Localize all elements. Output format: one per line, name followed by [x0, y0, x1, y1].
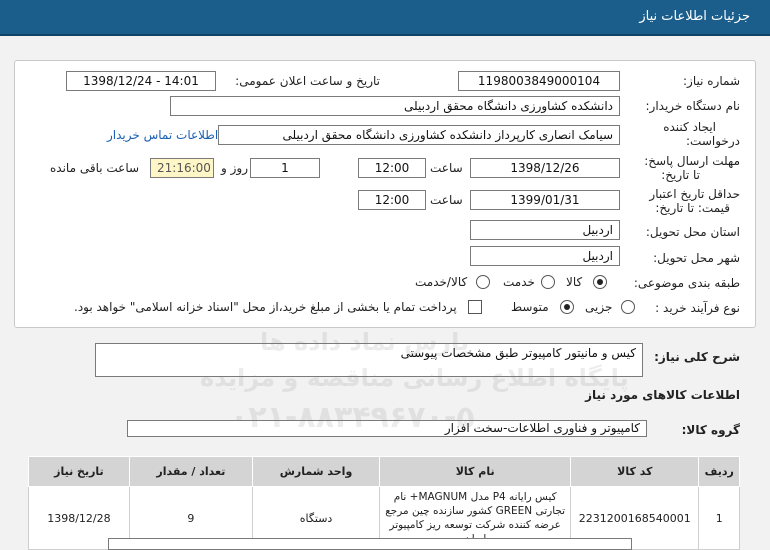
cell-name: کیس رایانه P4 مدل MAGNUM+ نام تجارتی GREEN کشور سازنده چین مرجع عرضه کننده شرکت توسعه ریز کامپیوتر [380, 487, 571, 550]
validity-label-1: حداقل تاریخ اعتبار [649, 187, 740, 201]
validity-time-label: ساعت [430, 193, 463, 207]
cell-qty: 9 [129, 487, 252, 550]
announce-date-label: تاریخ و ساعت اعلان عمومی: [235, 74, 380, 88]
process-option-minor: جزیی [585, 300, 613, 314]
col-date: تاریخ نیاز [29, 457, 130, 487]
buyer-contact-link[interactable]: اطلاعات تماس خریدار [107, 128, 219, 142]
need-number-field: 1198003849000104 [458, 71, 620, 91]
category-option-goods: کالا [566, 275, 583, 289]
remaining-time-label: ساعت باقی مانده [50, 161, 140, 175]
city-label: شهر محل تحویل: [653, 251, 740, 265]
col-code: کد کالا [571, 457, 699, 487]
col-qty: تعداد / مقدار [129, 457, 252, 487]
process-option-medium: متوسط [511, 300, 549, 314]
category-radio-both[interactable] [476, 275, 490, 289]
col-unit: واحد شمارش [252, 457, 379, 487]
table-header-row [29, 457, 740, 487]
watermark-line-1: پارس نماد داده ها [260, 328, 470, 356]
cell-row: 1 [699, 487, 740, 550]
province-label: استان محل تحویل: [645, 225, 740, 239]
creator-field: سیامک انصاری کارپرداز دانشکده کشاورزی دانشگاه محقق اردبیلی [218, 125, 620, 145]
category-label: طبقه بندی موضوعی: [633, 276, 740, 290]
send-time-label: ساعت [430, 161, 463, 175]
send-deadline-label-1: مهلت ارسال پاسخ: [644, 154, 740, 168]
creator-label-1: ایجاد کننده [663, 120, 716, 134]
cell-unit: دستگاه [252, 487, 379, 550]
process-radio-minor[interactable] [621, 300, 635, 314]
bottom-partial-box [108, 538, 632, 550]
city-field: اردبیل [470, 246, 620, 266]
cell-date: 1398/12/28 [29, 487, 130, 550]
page-title: جزئیات اطلاعات نیاز [639, 9, 750, 24]
process-radio-medium[interactable] [560, 300, 574, 314]
validity-date-field: 1399/01/31 [470, 190, 620, 210]
send-time-field: 12:00 [358, 158, 426, 178]
watermark-line-2: پایگاه اطلاع رسانی مناقصه و مزایده [200, 364, 629, 392]
creator-label-2: درخواست: [686, 134, 740, 148]
goods-group-label: گروه کالا: [681, 423, 740, 437]
goods-table [28, 456, 740, 550]
goods-section-title: اطلاعات کالاهای مورد نیاز [585, 388, 740, 402]
summary-field: کیس و مانیتور کامپیوتر طبق مشخصات پیوستی [95, 343, 643, 377]
category-radio-goods[interactable] [593, 275, 607, 289]
need-number-label: شماره نیاز: [683, 74, 740, 88]
page-header [0, 0, 770, 36]
col-name: نام کالا [380, 457, 571, 487]
send-date-field: 1398/12/26 [470, 158, 620, 178]
category-radio-service[interactable] [541, 275, 555, 289]
treasury-payment-checkbox[interactable] [468, 300, 482, 314]
validity-label-2: قیمت: تا تاریخ: [655, 201, 730, 215]
validity-time-field: 12:00 [358, 190, 426, 210]
province-field: اردبیل [470, 220, 620, 240]
days-remaining-field: 1 [250, 158, 320, 178]
send-deadline-label-2: تا تاریخ: [661, 168, 700, 182]
category-option-service: خدمت [503, 275, 535, 289]
summary-label: شرح کلی نیاز: [654, 350, 740, 364]
cell-code: 2231200168540001 [571, 487, 699, 550]
days-label: روز و [221, 161, 248, 175]
goods-group-field: کامپیوتر و فناوری اطلاعات-سخت افزار [127, 420, 647, 437]
treasury-payment-note: پرداخت تمام یا بخشی از مبلغ خرید،از محل "اسناد خزانه اسلامی" خواهد بود. [74, 300, 457, 314]
process-type-label: نوع فرآیند خرید : [655, 301, 740, 315]
buyer-field: دانشکده کشاورزی دانشگاه محقق اردبیلی [170, 96, 620, 116]
buyer-label: نام دستگاه خریدار: [645, 99, 740, 113]
remaining-time-field: 21:16:00 [150, 158, 214, 178]
announce-date-field: 1398/12/24 - 14:01 [66, 71, 216, 91]
watermark-line-3: ۰۲۱-۸۸۳۴۹۶۷۰-۵ [230, 400, 475, 435]
category-option-both: کالا/خدمت [415, 275, 468, 289]
col-row: ردیف [699, 457, 740, 487]
